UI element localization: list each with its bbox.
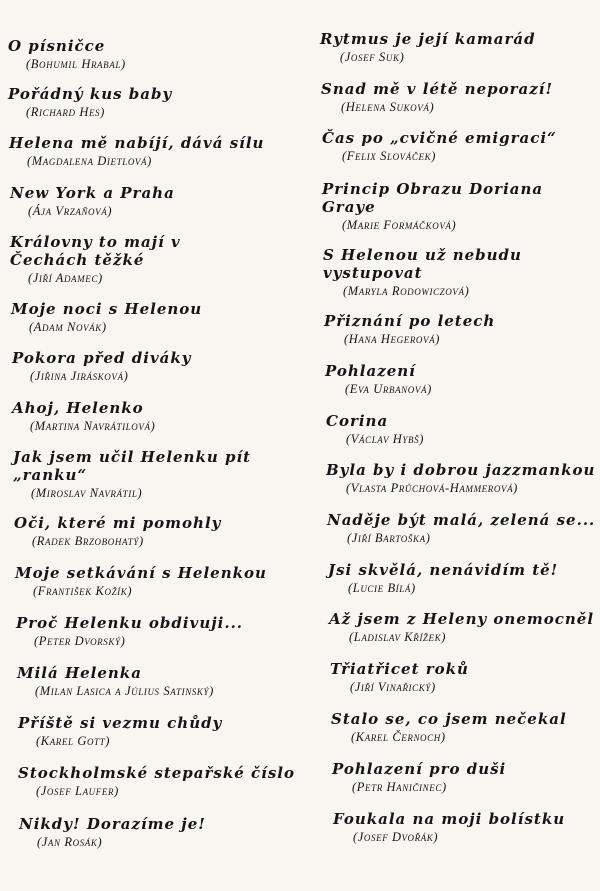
list-item [12, 399, 302, 434]
entry-title: New York a Praha [10, 184, 175, 202]
entry-author: ( Jan Rosák ) [37, 835, 309, 850]
entry-title: Pohlazení [325, 362, 416, 380]
entry-author: ( Richard Hes ) [26, 105, 298, 120]
entry-author: ( Lucie Bílá ) [348, 581, 600, 596]
list-item [331, 710, 600, 745]
entry-author: ( Jiří Bartoška ) [347, 531, 600, 546]
entry-author: ( Karel Černoch ) [351, 730, 600, 745]
list-item [326, 461, 600, 496]
entry-title: O písničce [8, 37, 106, 55]
list-item [10, 233, 260, 286]
entry-author: ( Josef Laufer ) [36, 784, 308, 799]
entry-title: Naděje být malá, zelená se... [327, 511, 596, 529]
entry-title: Čas po „cvičné emigraci“ [322, 129, 557, 147]
entry-author: ( Karel Gott ) [36, 734, 308, 749]
list-item [320, 30, 595, 65]
entry-author: ( Bohumil Hrabal ) [26, 57, 298, 72]
entry-title: Snad mě v létě neporazí! [321, 80, 554, 98]
entry-title: Foukala na moji bolístku [333, 810, 566, 828]
entry-title: Byla by i dobrou jazzmankou [326, 461, 596, 479]
entry-title: Moje noci s Helenou [11, 300, 203, 318]
entry-title: Až jsem z Heleny onemocněl [329, 610, 595, 628]
list-item [322, 129, 597, 164]
list-item [9, 134, 299, 169]
entry-title: Nikdy! Dorazíme je! [19, 815, 206, 833]
list-item [321, 80, 596, 115]
entry-author: ( Josef Suk ) [340, 50, 595, 65]
entry-title: Helena mě nabíjí, dává sílu [9, 134, 265, 152]
entry-author: ( Radek Brzobohatý ) [32, 534, 304, 549]
entry-author: ( Jiří Vinařický ) [350, 680, 600, 695]
entry-title: Jsi skvělá, nenávidím tě! [328, 561, 559, 579]
entry-author: ( Ája Vrzaňová ) [28, 204, 300, 219]
list-item [329, 610, 600, 645]
entry-author: ( Petr Haničinec ) [352, 780, 600, 795]
list-item [330, 660, 600, 695]
entry-author: ( Helena Suková ) [341, 100, 596, 115]
list-item [18, 714, 308, 749]
list-item [328, 561, 600, 596]
entry-title: S Helenou už nebudu vystupovat [323, 246, 522, 282]
list-item [18, 764, 308, 799]
entry-author: ( Marie Formáčková ) [342, 218, 547, 233]
entry-author: ( Jiří Adamec ) [28, 271, 260, 286]
list-item [333, 810, 600, 845]
list-item [332, 760, 600, 795]
entry-title: Rytmus je její kamarád [320, 30, 536, 48]
entry-author: ( Miroslav Navrátil ) [31, 486, 263, 501]
entry-title: Pořádný kus baby [8, 85, 173, 103]
entry-author: ( Magdalena Dietlová ) [27, 154, 299, 169]
list-item [327, 511, 600, 546]
entry-author: ( Hana Hegerová ) [344, 332, 599, 347]
entry-title: Milá Helenka [17, 664, 142, 682]
entry-title: Corina [326, 412, 389, 430]
entry-author: ( Ladislav Křížek ) [349, 630, 600, 645]
list-item [324, 312, 599, 347]
entry-author: ( Eva Urbanová ) [345, 382, 600, 397]
entry-title: Královny to mají v Čechách těžké [10, 233, 181, 269]
entry-title: Princip Obrazu Doriana Graye [322, 180, 544, 216]
entry-title: Přiznání po letech [324, 312, 496, 330]
entry-author: ( Peter Dvorský ) [34, 634, 306, 649]
list-item [12, 349, 302, 384]
entry-title: Proč Helenku obdivuji... [16, 614, 244, 632]
entry-author: ( Jiřina Jirásková ) [30, 369, 302, 384]
entry-author: ( Vlasta Průchová-Hammerová ) [346, 481, 600, 496]
list-item [11, 300, 301, 335]
list-item [8, 85, 298, 120]
entry-title: Ahoj, Helenko [12, 399, 144, 417]
entry-author: ( Martina Navrátilová ) [30, 419, 302, 434]
list-item [326, 412, 600, 447]
list-item [19, 815, 309, 850]
entry-author: ( František Kožík ) [33, 584, 305, 599]
entry-title: Třiatřicet roků [330, 660, 469, 678]
list-item [15, 564, 305, 599]
list-item [322, 180, 547, 233]
entry-title: Stockholmské stepařské číslo [18, 764, 295, 782]
entry-author: ( Felix Slováček ) [342, 149, 597, 164]
list-item [17, 664, 307, 699]
list-item [13, 448, 263, 501]
list-item [16, 614, 306, 649]
entry-title: Pohlazení pro duši [332, 760, 507, 778]
entry-title: Oči, které mi pomohly [14, 514, 222, 532]
list-item [323, 246, 543, 299]
entry-title: Pokora před diváky [12, 349, 192, 367]
entry-author: ( Milan Lasica a Július Satinský ) [35, 684, 307, 699]
entry-title: Příště si vezmu chůdy [18, 714, 223, 732]
entry-title: Jak jsem učil Helenku pít „ranku“ [13, 448, 252, 484]
list-item [325, 362, 600, 397]
entry-author: ( Václav Hybš ) [346, 432, 600, 447]
list-item [10, 184, 300, 219]
entry-author: ( Maryla Rodowiczová ) [343, 284, 543, 299]
list-item [8, 37, 298, 72]
entry-author: ( Josef Dvořák ) [353, 830, 600, 845]
entry-author: ( Adam Novák ) [29, 320, 301, 335]
list-item [14, 514, 304, 549]
entry-title: Stalo se, co jsem nečekal [331, 710, 567, 728]
entry-title: Moje setkávání s Helenkou [15, 564, 267, 582]
